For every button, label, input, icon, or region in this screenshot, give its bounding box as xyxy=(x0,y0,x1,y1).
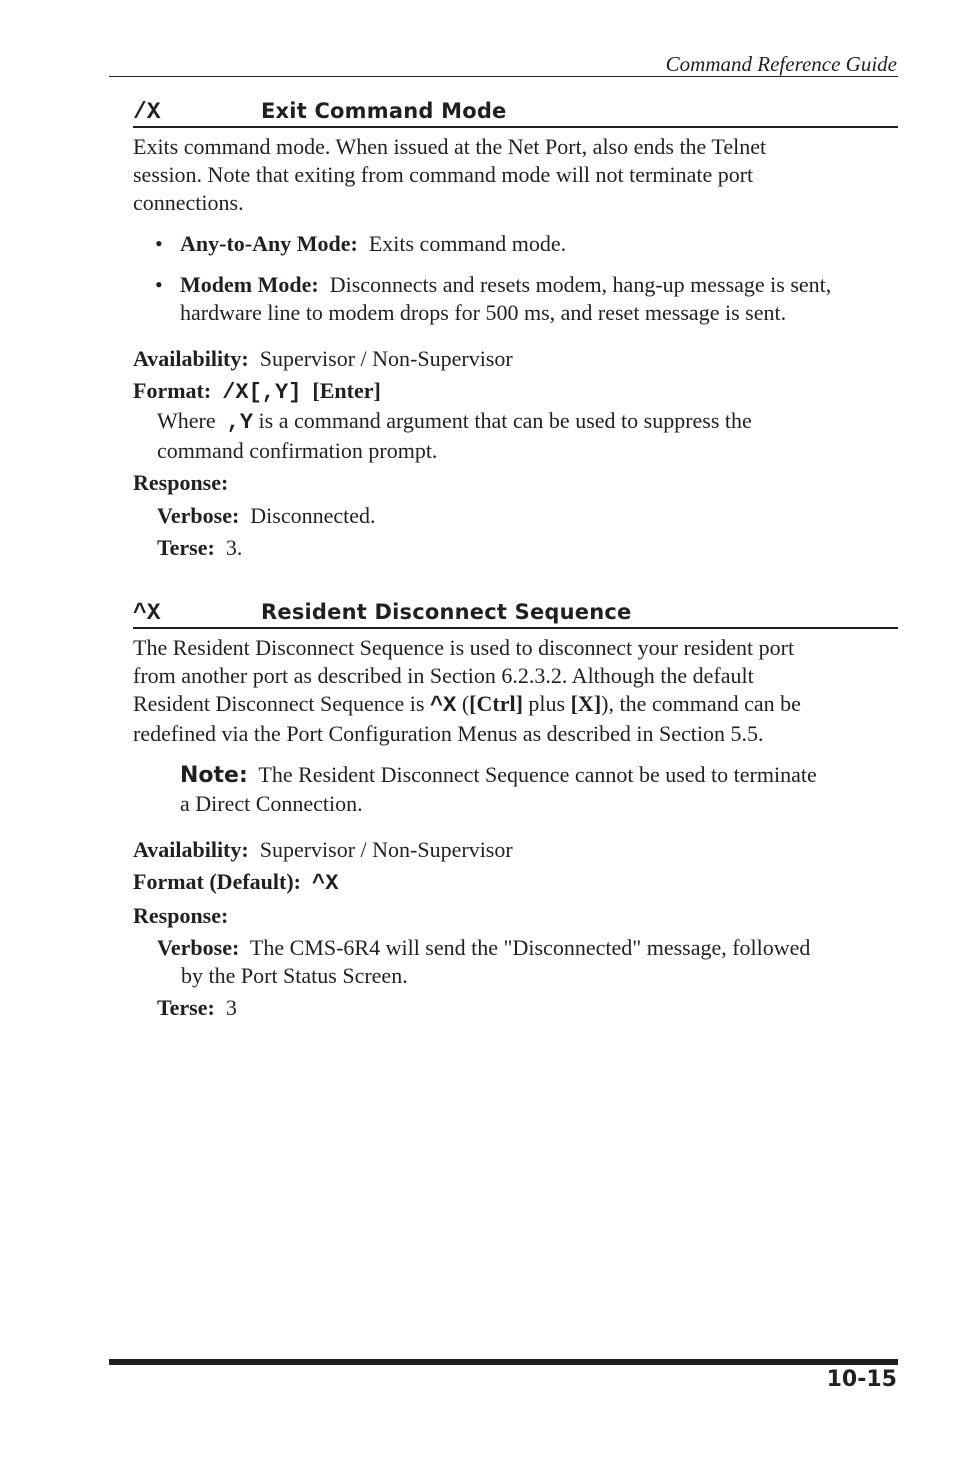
inline-code: ^X xyxy=(429,693,457,718)
text: Resident Disconnect Sequence is xyxy=(133,691,425,716)
format-explanation xyxy=(133,407,898,465)
response-label: Response: xyxy=(133,903,229,928)
bullet-icon: • xyxy=(155,272,163,297)
format-code: ^X xyxy=(312,871,339,896)
bullet-label: Modem Mode: xyxy=(180,272,319,297)
bullet-text: Disconnects and resets modem, hang-up message is sent, xyxy=(329,272,832,297)
where-code: ,Y xyxy=(226,410,254,435)
availability-value: Supervisor / Non-Supervisor xyxy=(259,837,513,862)
description xyxy=(133,133,898,217)
command-title: Exit Command Mode xyxy=(261,99,507,123)
text: ( xyxy=(461,691,470,716)
text: ), the command can be xyxy=(601,691,801,716)
description xyxy=(133,634,898,748)
section-resident-disconnect xyxy=(133,597,898,1022)
format-suffix: [Enter] xyxy=(312,378,381,403)
note-label: Note: xyxy=(180,763,248,788)
header-rule xyxy=(109,76,898,77)
verbose-line: by the Port Status Screen. xyxy=(181,963,408,988)
response-label: Response: xyxy=(133,470,229,495)
terse-label: Terse: xyxy=(157,535,215,560)
command-name: /X xyxy=(133,99,161,125)
verbose-value: The CMS-6R4 will send the "Disconnected" message, followed xyxy=(249,935,811,960)
command-title: Resident Disconnect Sequence xyxy=(261,600,632,624)
description-line: redefined via the Port Configuration Menus as described in Section 5.5. xyxy=(133,721,764,746)
format xyxy=(133,377,898,407)
note-line: a Direct Connection. xyxy=(180,791,363,816)
note-block xyxy=(133,761,898,818)
section-heading xyxy=(133,597,898,629)
explanation-line: command confirmation prompt. xyxy=(157,438,438,463)
key-ctrl: [Ctrl] xyxy=(469,691,523,716)
terse-value: 3 xyxy=(225,995,237,1020)
page-number: 10-15 xyxy=(826,1367,897,1392)
running-header: Command Reference Guide xyxy=(665,52,897,76)
terse-label: Terse: xyxy=(157,995,215,1020)
note-line xyxy=(180,761,898,790)
verbose-label: Verbose: xyxy=(157,503,240,528)
verbose-label: Verbose: xyxy=(157,935,240,960)
verbose-line xyxy=(157,934,898,962)
terse-response xyxy=(133,994,898,1022)
format-code: /X[,Y] xyxy=(222,380,302,405)
section-exit-command-mode xyxy=(133,96,898,562)
description-line: from another port as described in Section 6.2.3.2. Although the default xyxy=(133,663,754,688)
text: plus xyxy=(528,691,566,716)
terse-value: 3. xyxy=(225,535,243,560)
bullet-text: hardware line to modem drops for 500 ms, and reset message is sent. xyxy=(180,300,787,325)
availability-label: Availability: xyxy=(133,837,249,862)
note-text: The Resident Disconnect Sequence cannot be used to terminate xyxy=(258,762,817,787)
availability-value: Supervisor / Non-Supervisor xyxy=(259,346,513,371)
verbose-response xyxy=(133,934,898,990)
bullet-icon: • xyxy=(155,231,163,256)
description-line: Exits command mode. When issued at the Net Port, also ends the Telnet xyxy=(133,134,767,159)
footer-rule xyxy=(109,1359,898,1365)
key-x: [X] xyxy=(570,691,602,716)
section-heading xyxy=(133,96,898,128)
availability-label: Availability: xyxy=(133,346,249,371)
list-item xyxy=(133,230,898,258)
where-prefix: Where xyxy=(157,408,216,433)
availability xyxy=(133,836,898,864)
description-line: connections. xyxy=(133,190,244,215)
format-label: Format: xyxy=(133,378,212,403)
format xyxy=(133,868,898,898)
mode-list xyxy=(133,230,898,327)
terse-response xyxy=(133,534,898,562)
bullet-label: Any-to-Any Mode: xyxy=(180,231,358,256)
description-line: The Resident Disconnect Sequence is used to disconnect your resident port xyxy=(133,635,795,660)
list-item xyxy=(133,271,898,327)
description-line: session. Note that exiting from command mode will not terminate port xyxy=(133,162,754,187)
verbose-response xyxy=(133,502,898,530)
where-text: is a command argument that can be used to suppress the xyxy=(258,408,752,433)
explanation-line xyxy=(157,407,898,437)
command-name: ^X xyxy=(133,600,161,626)
availability xyxy=(133,345,898,373)
format-label: Format (Default): xyxy=(133,869,301,894)
description-line xyxy=(133,690,898,720)
bullet-text: Exits command mode. xyxy=(368,231,567,256)
verbose-value: Disconnected. xyxy=(250,503,376,528)
